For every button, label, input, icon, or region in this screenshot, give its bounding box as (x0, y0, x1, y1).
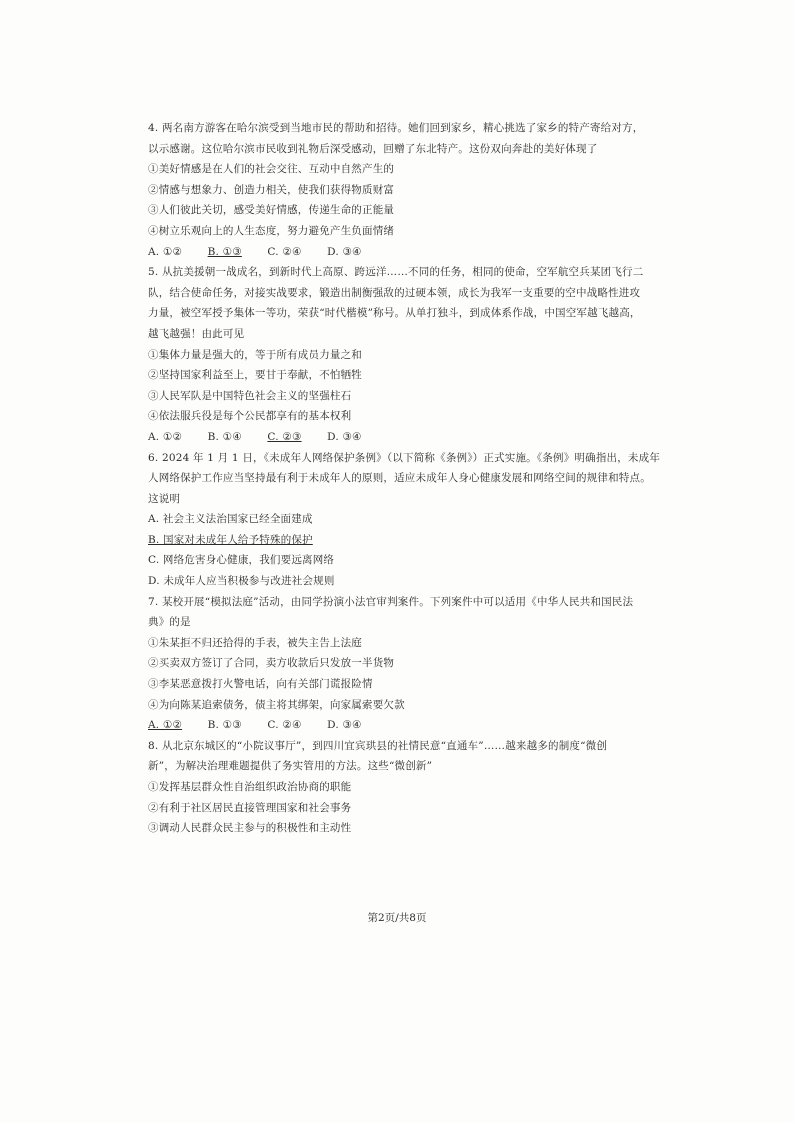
statement-item: ④为向陈某追索债务，债主将其绑架，向家属索要欠款 (148, 698, 405, 711)
option-b-underlined: B. 国家对未成年人给予特殊的保护 (148, 533, 313, 546)
question-stem-line: 这说明 (148, 492, 181, 505)
option-c: C. ②④ (267, 719, 302, 732)
question-8 (148, 736, 668, 839)
statement-item: ②情感与想象力、创造力相关，使我们获得物质财富 (148, 183, 395, 196)
option-a: A. ①② (148, 245, 183, 258)
question-stem-line: 越飞越强！由此可见 (148, 327, 245, 340)
statement-item: ②坚持国家利益至上，要甘于奉献，不怕牺牲 (148, 369, 362, 382)
question-stem-line: 6. 2024 年 1 月 1 日，《未成年人网络保护条例》（以下简称《条例》）正式实施。《条例》明确指出，未成年 (148, 451, 661, 464)
question-stem-line: 5. 从抗美援朝一战成名，到新时代上高原、跨远洋……不同的任务，相同的使命，空军航空兵某团飞行二 (148, 266, 644, 279)
question-4 (148, 118, 668, 262)
question-stem-line: 4. 两名南方游客在哈尔滨受到当地市民的帮助和招待。她们回到家乡，精心挑选了家乡的特产寄给对方， (148, 122, 644, 134)
option-a: A. 社会主义法治国家已经全面建成 (148, 513, 313, 526)
question-stem-line: 典》的是 (148, 616, 191, 629)
statement-item: ①集体力量是强大的，等于所有成员力量之和 (148, 348, 362, 361)
option-b: B. ①④ (207, 430, 242, 443)
option-b: B. ①③ (207, 719, 242, 732)
option-d: D. ③④ (327, 719, 362, 732)
statement-item: ①美好情感是在人们的社会交往、互动中自然产生的 (148, 163, 395, 176)
answer-options (148, 242, 668, 263)
option-d: D. 未成年人应当积极参与改进社会规则 (148, 575, 335, 588)
statement-item: ①朱某拒不归还拾得的手表，被失主告上法庭 (148, 636, 362, 649)
option-d: D. ③④ (327, 245, 362, 258)
answer-options (148, 427, 668, 448)
statement-item: ③调动人民群众民主参与的积极性和主动性 (148, 822, 352, 835)
question-stem-line: 队，结合使命任务，对接实战要求，锻造出制衡强敌的过硬本领，成长为我军一支重要的空中战略性进攻 (148, 286, 641, 299)
question-stem-line: 以示感谢。这位哈尔滨市民收到礼物后深受感动，回赠了东北特产。这份双向奔赴的美好体现了 (148, 142, 598, 155)
question-7 (148, 592, 668, 736)
statement-item: ③李某恶意拨打火警电话，向有关部门谎报险情 (148, 678, 373, 691)
question-stem-line: 8. 从北京东城区的“小院议事厅”，到四川宜宾珙县的社情民意“直通车”……越来越多的制度“微创 (148, 739, 608, 752)
option-d: D. ③④ (327, 430, 362, 443)
statement-item: ④依法服兵役是每个公民都享有的基本权利 (148, 410, 352, 423)
statement-item: ③人们彼此关切，感受美好情感，传递生命的正能量 (148, 204, 395, 217)
question-stem-line: 力量，被空军授予集体一等功，荣获“时代楷模”称号。从单打独斗，到成体系作战，中国空军越飞越高， (148, 307, 641, 320)
option-c: C. 网络危害身心健康，我们要远离网络 (148, 554, 335, 567)
statement-item: ②买卖双方签订了合同，卖方收款后只发放一半货物 (148, 657, 395, 670)
question-6 (148, 448, 668, 592)
option-a: A. ①② (148, 430, 183, 443)
option-c-underlined: C. ②③ (267, 430, 302, 443)
question-stem-line: 人网络保护工作应当坚持最有利于未成年人的原则，适应未成年人身心健康发展和网络空间的规律和特点。 (148, 472, 651, 485)
option-b-underlined: B. ①③ (207, 245, 242, 258)
question-5 (148, 262, 668, 447)
statement-item: ②有利于社区居民直接管理国家和社会事务 (148, 801, 352, 814)
page-number-footer: 第2页/共8页 (367, 912, 427, 924)
statement-item: ④树立乐观向上的人生态度，努力避免产生负面情绪 (148, 224, 395, 237)
option-a-underlined: A. ①② (148, 719, 183, 732)
statement-item: ③人民军队是中国特色社会主义的坚强柱石 (148, 389, 352, 402)
statement-item: ①发挥基层群众性自治组织政治协商的职能 (148, 781, 352, 793)
question-stem-line: 7. 某校开展“模拟法庭”活动，由同学扮演小法官审判案件。下列案件中可以适用《中华人民共和国民法 (148, 595, 634, 608)
question-content (148, 118, 668, 839)
question-stem-line: 新”，为解决治理难题提供了务实管用的方法。这些“微创新” (148, 760, 433, 773)
option-c: C. ②④ (267, 245, 302, 258)
answer-options (148, 715, 668, 736)
